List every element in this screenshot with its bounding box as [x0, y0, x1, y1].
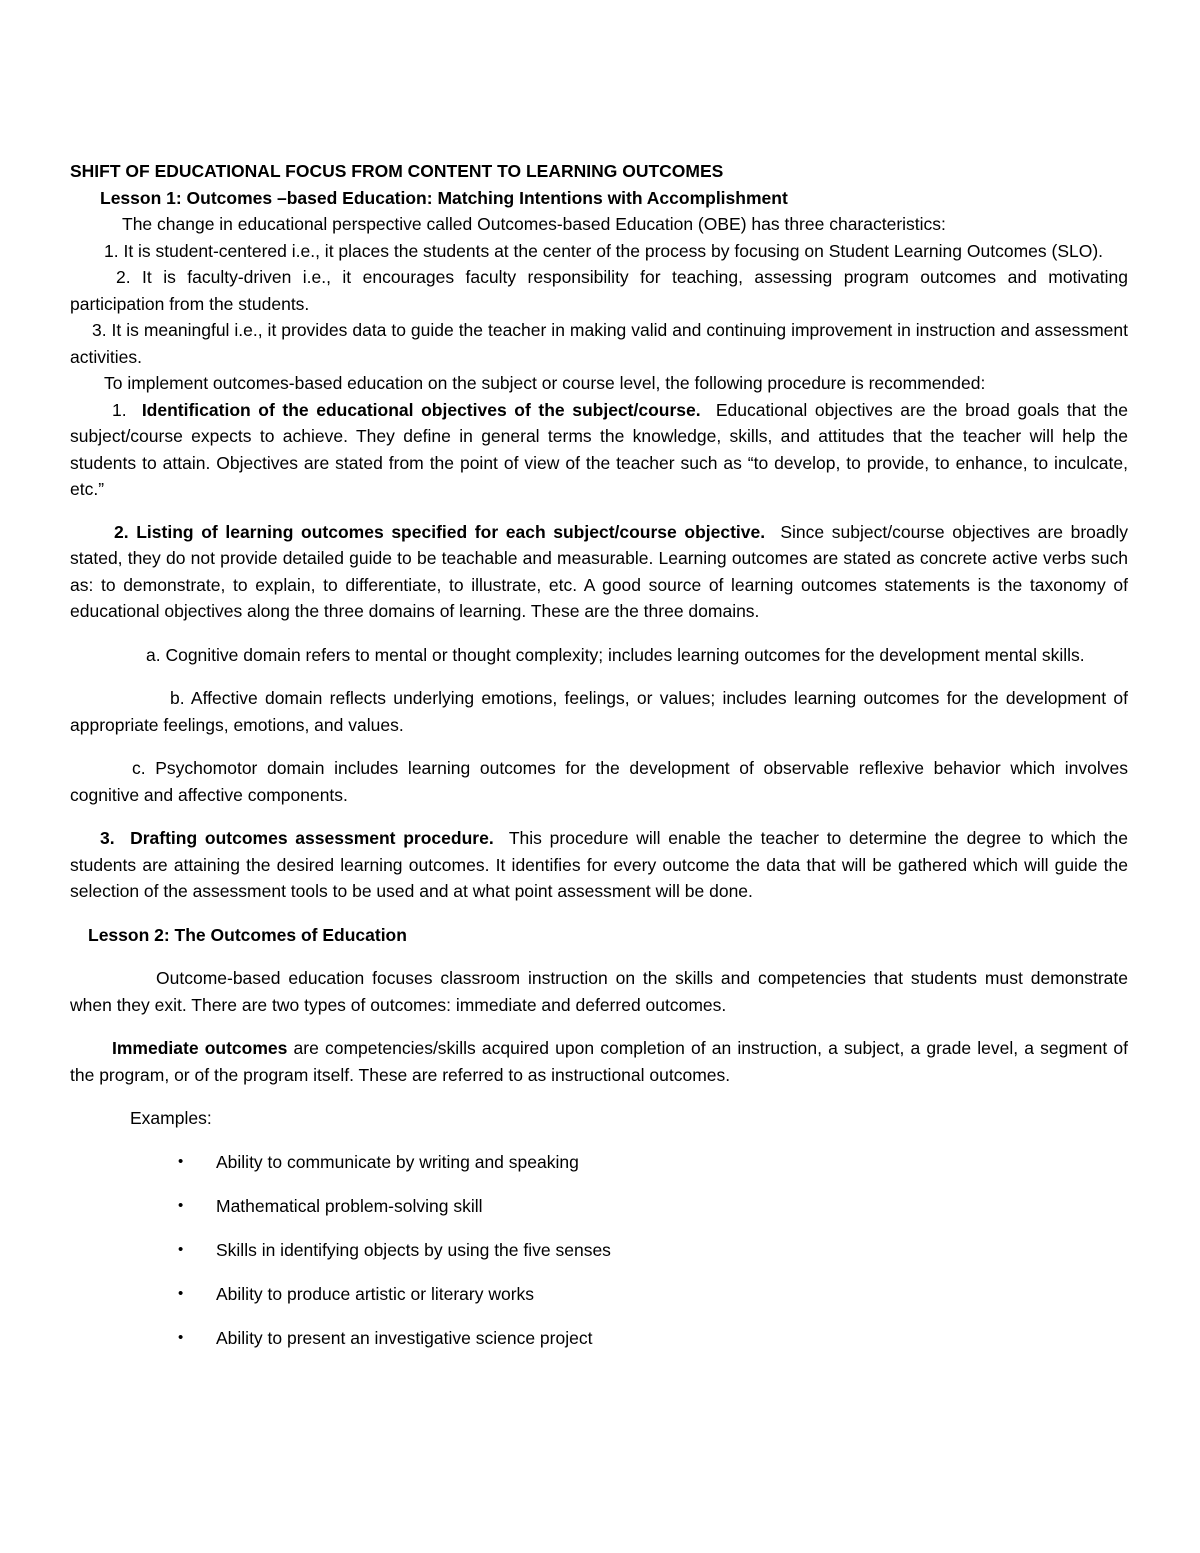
procedure-step-2: [70, 519, 1128, 625]
list-item: [70, 1193, 1128, 1220]
immediate-outcomes-paragraph: [70, 1035, 1128, 1088]
step-3-heading: Drafting outcomes assessment procedure.: [130, 828, 494, 848]
lesson-2-heading: Lesson 2: The Outcomes of Education: [88, 924, 407, 945]
example-text: Skills in identifying objects by using the five senses: [216, 1240, 611, 1260]
domain-psychomotor: c. Psychomotor domain includes learning outcomes for the development of observable reflexive behavior which involves cognitive and affective components.: [70, 758, 1128, 805]
immediate-outcomes-text: are competencies/skills acquired upon completion of an instruction, a subject, a grade level, a segment of the program, or of the program itself. These are referred to as instructional outcomes.: [70, 1038, 1128, 1085]
example-text: Ability to present an investigative science project: [216, 1328, 593, 1348]
bullet-icon: •: [178, 1241, 184, 1258]
procedure-intro: To implement outcomes-based education on the subject or course level, the following procedure is recommended:: [104, 373, 986, 393]
example-text: Mathematical problem-solving skill: [216, 1196, 483, 1216]
step-3-text: This procedure will enable the teacher to determine the degree to which the students are attaining the desired learning outcomes. It identifies for every outcome the data that will be gathered which will guide the selection of the assessment tools to be used and at what point assessment will be done.: [70, 828, 1129, 901]
domain-affective: b. Affective domain reflects underlying emotions, feelings, or values; includes learning outcomes for the development of appropriate feelings, emotions, and values.: [70, 688, 1128, 735]
step-2-heading: Listing of learning outcomes specified for each subject/course objective.: [136, 521, 766, 542]
document-body: [70, 158, 1128, 1352]
step-1-heading: Identification of the educational objectives of the subject/course.: [141, 399, 701, 420]
characteristic-3: 3. It is meaningful i.e., it provides data to guide the teacher in making valid and continuing improvement in instruction and assessment activities.: [70, 320, 1128, 367]
step-2-number: 2.: [114, 521, 129, 542]
step-1-number: 1.: [112, 399, 127, 420]
list-item: [70, 1149, 1128, 1176]
list-item: [70, 1325, 1128, 1352]
immediate-outcomes-label: Immediate outcomes: [112, 1038, 288, 1058]
bullet-icon: •: [178, 1197, 184, 1214]
document-title: SHIFT OF EDUCATIONAL FOCUS FROM CONTENT TO LEARNING OUTCOMES: [70, 161, 724, 181]
example-text: Ability to communicate by writing and speaking: [216, 1152, 579, 1172]
step-2-text: Since subject/course objectives are broadly stated, they do not provide detailed guide to be teachable and measurable. Learning outcomes are stated as concrete active verbs such as: to demonstrate, to explain, to differentiate, to illustrate, etc. A good source of learning outcomes statements is the taxonomy of educational objectives along the three domains of learning. These are the three domains.: [70, 521, 1128, 621]
bullet-icon: •: [178, 1153, 184, 1170]
bullet-icon: •: [178, 1285, 184, 1302]
procedure-step-1: [70, 397, 1128, 503]
bullet-icon: •: [178, 1329, 184, 1346]
examples-list: [70, 1149, 1128, 1352]
characteristic-1: 1. It is student-centered i.e., it places the students at the center of the process by focusing on Student Learning Outcomes (SLO).: [104, 240, 1104, 261]
list-item: [70, 1281, 1128, 1308]
examples-label: Examples:: [130, 1108, 212, 1128]
list-item: [70, 1237, 1128, 1264]
example-text: Ability to produce artistic or literary works: [216, 1284, 535, 1304]
characteristic-2: 2. It is faculty-driven i.e., it encourages faculty responsibility for teaching, assessing program outcomes and motivating participation from the students.: [70, 267, 1128, 314]
obe-paragraph: Outcome-based education focuses classroom instruction on the skills and competencies that students must demonstrate when they exit. There are two types of outcomes: immediate and deferred outcomes.: [70, 968, 1128, 1015]
step-3-number: 3.: [100, 828, 115, 848]
domain-cognitive: a. Cognitive domain refers to mental or thought complexity; includes learning outcomes for the development mental skills.: [146, 644, 1085, 665]
lesson-1-intro: The change in educational perspective called Outcomes-based Education (OBE) has three characteristics:: [122, 214, 946, 234]
procedure-step-3: [70, 825, 1128, 905]
lesson-1-heading: Lesson 1: Outcomes –based Education: Matching Intentions with Accomplishment: [100, 187, 788, 208]
step-1-text: Educational objectives are the broad goals that the subject/course expects to achieve. They define in general terms the knowledge, skills, and attitudes that the teacher will help the students to attain. Objectives are stated from the point of view of the teacher such as “to develop, to provide, to enhance, to inculcate, etc.”: [70, 399, 1129, 499]
